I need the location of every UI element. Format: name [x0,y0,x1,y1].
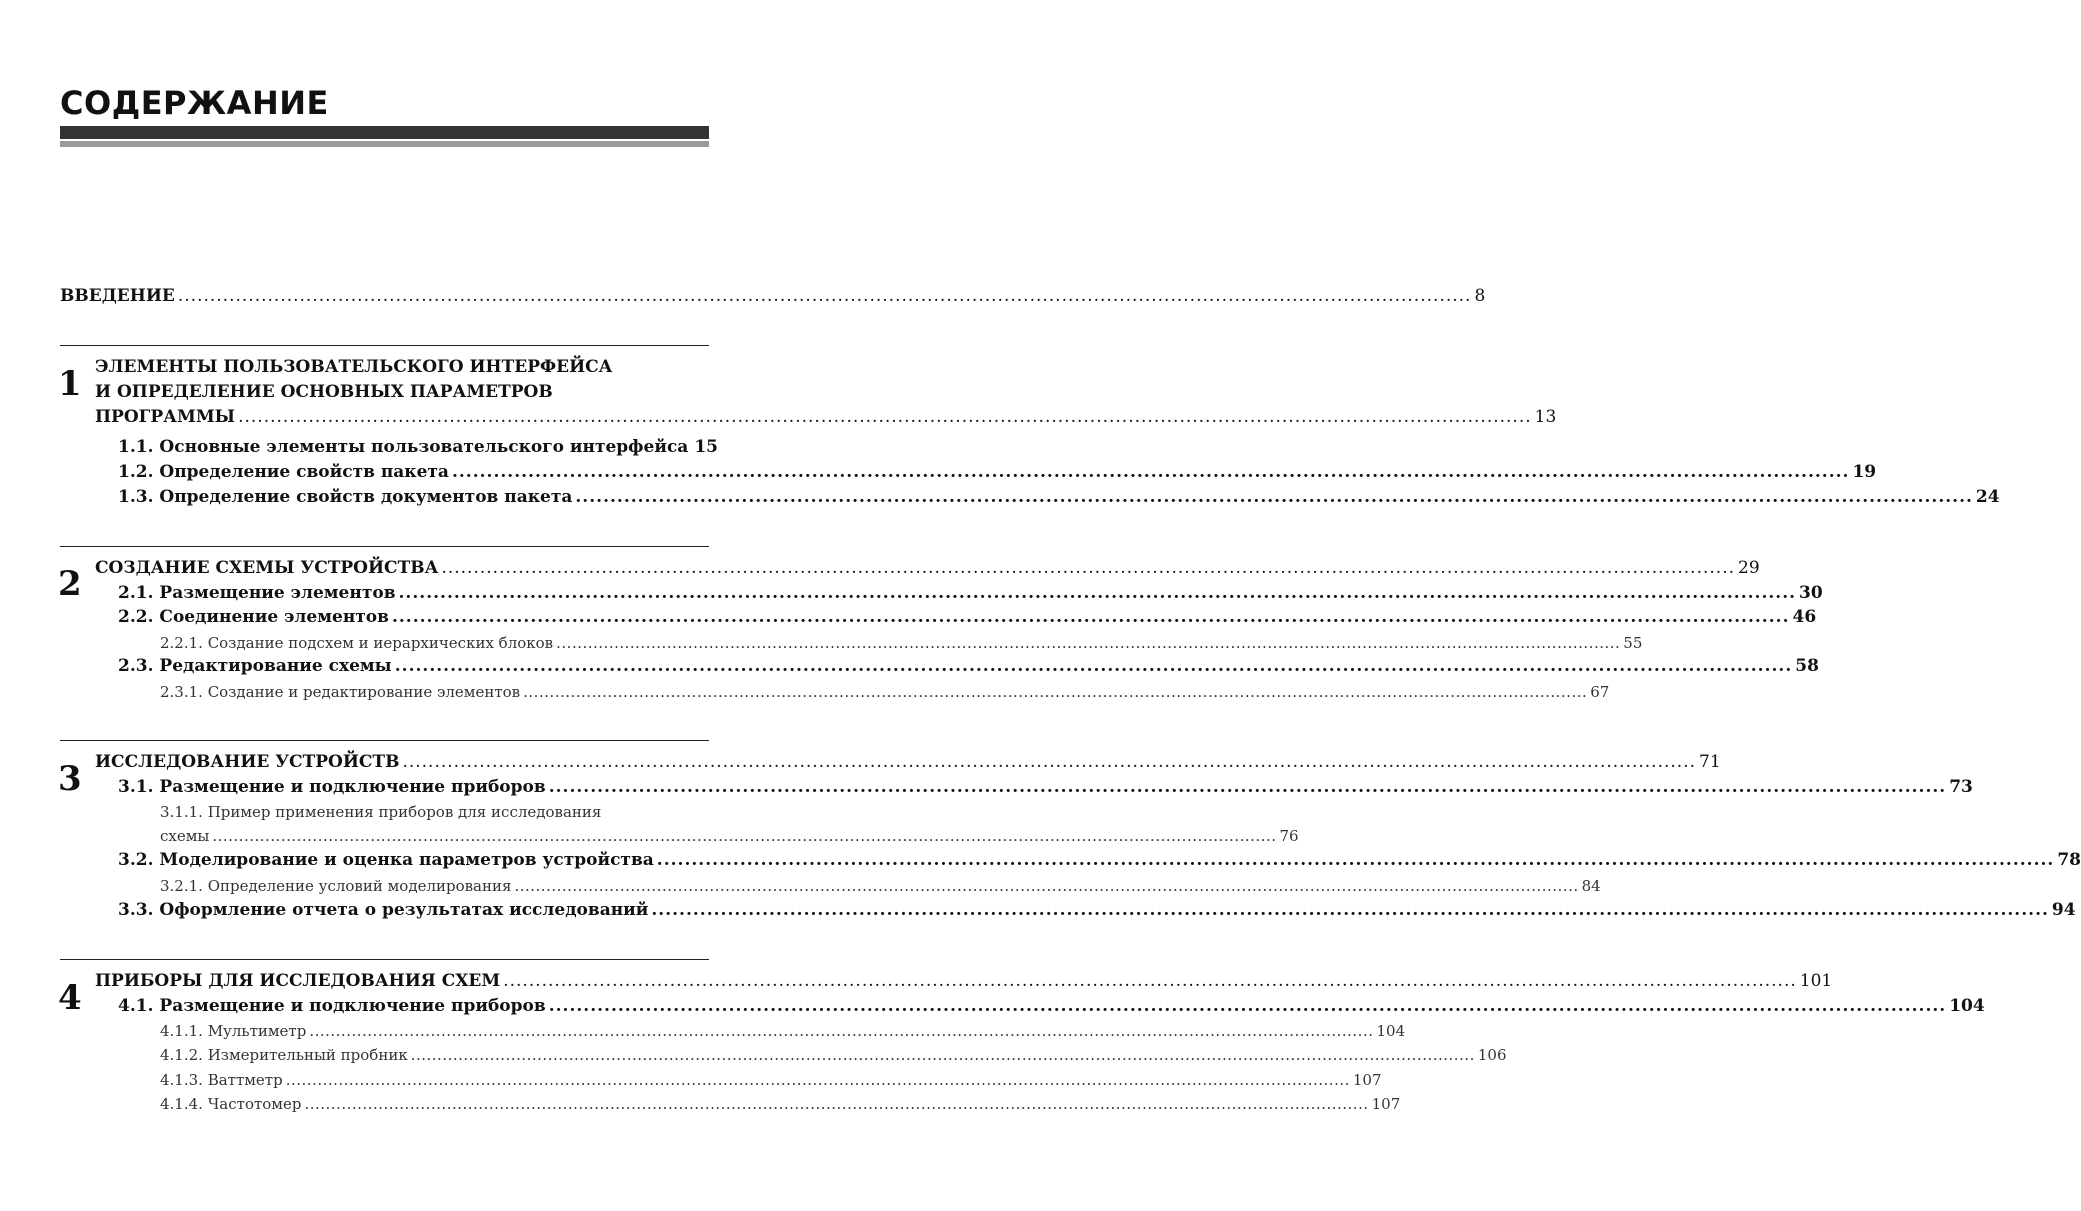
toc-entry-page: 55 [1623,634,1643,652]
toc-entry-intro[interactable] [60,284,1486,308]
toc-entry-section[interactable] [118,581,1823,605]
leader-dots: .......................................................................................................................................................................................................... [575,487,1973,507]
toc-entry-page: 8 [1474,286,1486,306]
leader-dots: .......................................................................................................................................................................................................... [285,1071,1350,1089]
toc-entry-label: 3.1.1. Пример применения приборов для исследования [160,803,602,821]
toc-entry-page: 106 [1477,1046,1507,1064]
toc-entry-label: 4.1.1. Мультиметр [160,1022,307,1040]
toc-entry-section[interactable] [118,654,1819,678]
leader-dots: .......................................................................................................................................................................................................... [391,607,1790,627]
toc-entry-label: 4.1. Размещение и подключение приборов [118,996,546,1016]
toc-entry-subsection[interactable] [160,631,1643,655]
toc-entry-page: 104 [1949,996,1985,1016]
toc-entry-label: СОЗДАНИЕ СХЕМЫ УСТРОЙСТВА [95,558,439,578]
leader-dots: .......................................................................................................................................................................................................... [238,407,1532,427]
title-bar-dark [60,126,709,139]
toc-entry-section[interactable] [118,898,2076,922]
toc-entry-section[interactable] [118,848,2081,872]
toc-entry-page: 46 [1792,607,1817,627]
toc-entry-chapter-4[interactable] [95,969,1833,993]
chapter-number: 4 [58,978,82,1018]
leader-dots: .......................................................................................................................................................................................................... [656,850,2055,870]
toc-entry-label: 2.3. Редактирование схемы [118,656,392,676]
toc-entry-page: 29 [1738,558,1760,578]
toc-entry-section[interactable] [118,775,1973,799]
toc-entry-page: 104 [1376,1022,1406,1040]
toc-entry-section[interactable] [118,460,1877,484]
toc-entry-chapter-3[interactable] [95,750,1721,774]
leader-dots: .......................................................................................................................................................................................................... [394,656,1793,676]
toc-entry-label: 3.1. Размещение и подключение приборов [118,777,546,797]
leader-dots: .......................................................................................................................................................................................................... [212,827,1277,845]
toc-entry-label: схемы [160,827,210,845]
toc-entry-subsection[interactable] [160,874,1601,898]
toc-entry-subsection[interactable] [160,1019,1406,1043]
toc-entry-section[interactable] [118,485,2000,509]
leader-dots: .......................................................................................................................................................................................................... [402,752,1697,772]
toc-entry-label: 1.3. Определение свойств документов пакета [118,487,573,507]
toc-entry-label: ПРИБОРЫ ДЛЯ ИССЛЕДОВАНИЯ СХЕМ [95,971,501,991]
toc-entry-label: 2.1. Размещение элементов [118,583,396,603]
chapter-divider [60,546,709,547]
chapter-divider [60,345,709,346]
chapter-divider [60,740,709,741]
toc-entry-page: 76 [1279,827,1299,845]
toc-entry-label: 4.1.2. Измерительный пробник [160,1046,408,1064]
toc-entry-label: 3.2. Моделирование и оценка параметров устройства [118,850,654,870]
toc-entry-section[interactable] [118,435,718,459]
toc-entry-subsection[interactable] [160,1092,1401,1116]
toc-entry-label: ВВЕДЕНИЕ [60,286,175,306]
toc-entry-label: 2.2. Соединение элементов [118,607,389,627]
toc-entry-page: 78 [2057,850,2081,870]
toc-entry-label: 1.1. Основные элементы пользовательского интерфейса [118,437,689,457]
toc-entry-page: 67 [1590,683,1610,701]
toc-entry-page: 84 [1581,877,1601,895]
toc-entry-label: ПРОГРАММЫ [95,407,236,427]
toc-entry-page: 107 [1371,1095,1401,1113]
leader-dots: .......................................................................................................................................................................................................... [548,777,1947,797]
toc-entry-page: 19 [1852,462,1877,482]
toc-entry-chapter-1[interactable] [95,405,1557,429]
leader-dots: .......................................................................................................................................................................................................... [548,996,1947,1016]
chapter-number: 2 [58,564,82,604]
toc-entry-page: 30 [1799,583,1823,603]
toc-entry-section[interactable] [118,605,1817,629]
chapter-divider [60,959,709,960]
leader-dots: .......................................................................................................................................................................................................... [398,583,1797,603]
leader-dots: .......................................................................................................................................................................................................... [556,634,1621,652]
chapter-title-line: ЭЛЕМЕНТЫ ПОЛЬЗОВАТЕЛЬСКОГО ИНТЕРФЕЙСА [95,357,613,377]
toc-entry-label: 3.2.1. Определение условий моделирования [160,877,512,895]
leader-dots: .......................................................................................................................................................................................................... [523,683,1588,701]
leader-dots: .......................................................................................................................................................................................................... [309,1022,1374,1040]
leader-dots: .......................................................................................................................................................................................................... [304,1095,1369,1113]
toc-entry-page: 94 [2051,900,2076,920]
leader-dots: .......................................................................................................................................................................................................... [514,877,1579,895]
toc-entry-subsection[interactable] [160,824,1299,848]
toc-entry-label: 4.1.4. Частотомер [160,1095,302,1113]
toc-entry-label: 1.2. Определение свойств пакета [118,462,449,482]
leader-dots: .......................................................................................................................................................................................................... [651,900,2049,920]
chapter-title-line: И ОПРЕДЕЛЕНИЕ ОСНОВНЫХ ПАРАМЕТРОВ [95,382,553,402]
toc-entry-chapter-2[interactable] [95,556,1760,580]
toc-entry-label: 2.3.1. Создание и редактирование элементов [160,683,521,701]
chapter-number: 3 [58,759,82,799]
toc-entry-label: 3.3. Оформление отчета о результатах исследований [118,900,649,920]
toc-entry-page: 73 [1949,777,1973,797]
toc-entry-label: ИССЛЕДОВАНИЕ УСТРОЙСТВ [95,752,400,772]
toc-entry-page: 101 [1799,971,1833,991]
toc-entry-page: 71 [1699,752,1721,772]
page-title: СОДЕРЖАНИЕ [60,84,329,122]
toc-entry-page: 107 [1352,1071,1382,1089]
toc-entry-page: 58 [1795,656,1819,676]
toc-entry-subsection[interactable] [160,1068,1382,1092]
leader-dots: .......................................................................................................................................................................................................... [177,286,1472,306]
toc-entry-page: 15 [694,437,718,457]
toc-entry-label: 2.2.1. Создание подсхем и иерархических блоков [160,634,554,652]
chapter-number: 1 [58,364,82,404]
leader-dots: .......................................................................................................................................................................................................... [451,462,1850,482]
toc-entry-section[interactable] [118,994,1985,1018]
title-bar-light [60,141,709,147]
leader-dots: .......................................................................................................................................................................................................... [503,971,1797,991]
toc-entry-subsection[interactable] [160,680,1610,704]
toc-entry-page: 13 [1534,407,1557,427]
toc-entry-label: 4.1.3. Ваттметр [160,1071,283,1089]
toc-entry-page: 24 [1975,487,2000,507]
leader-dots: .......................................................................................................................................................................................................... [441,558,1736,578]
toc-entry-subsection[interactable] [160,800,709,824]
toc-entry-subsection[interactable] [160,1043,1507,1067]
leader-dots: .......................................................................................................................................................................................................... [410,1046,1475,1064]
